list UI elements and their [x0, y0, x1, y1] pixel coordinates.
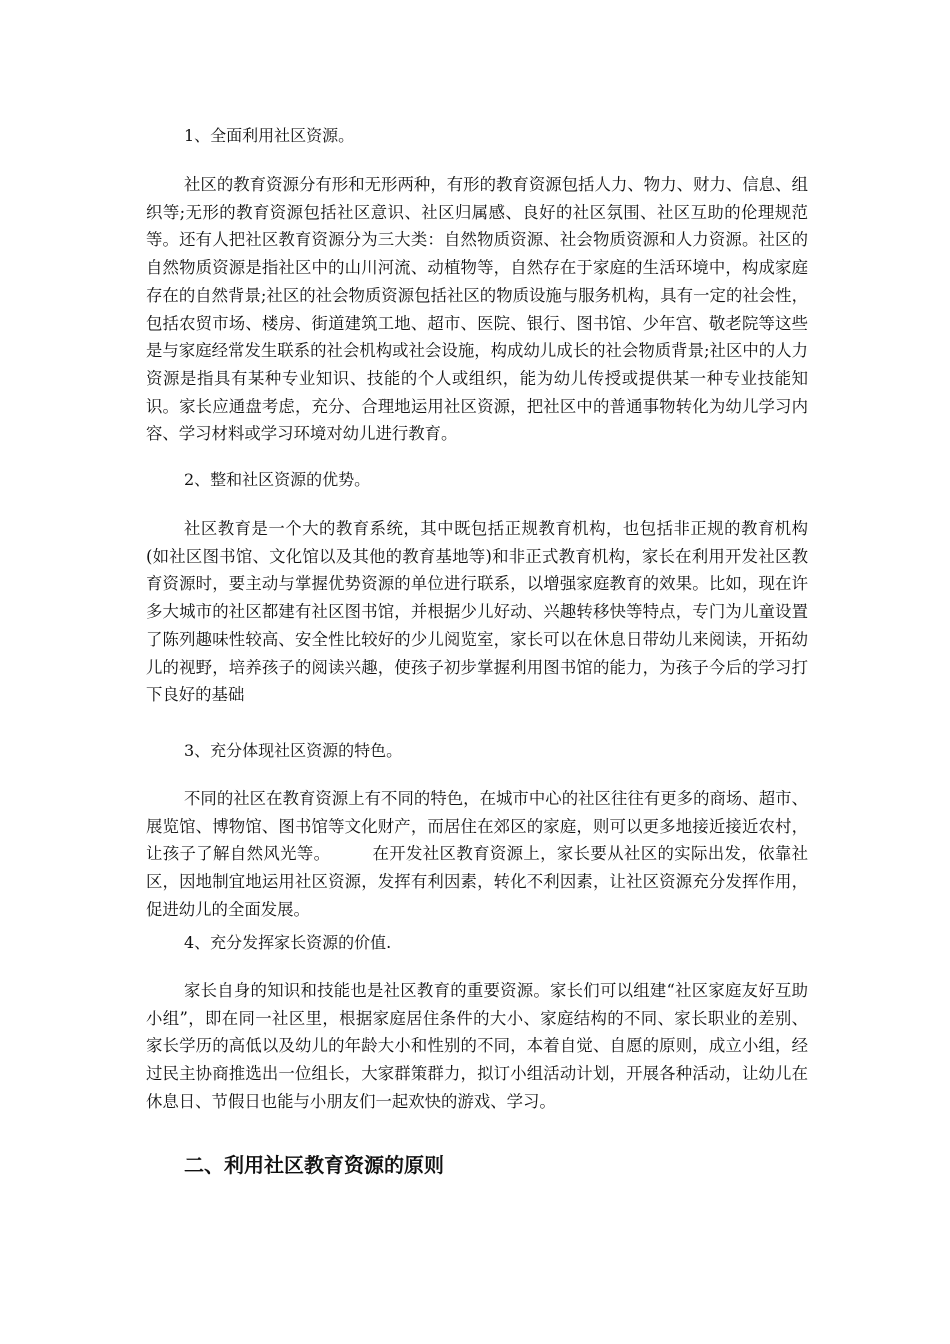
- section-2-paragraph: 社区教育是一个大的教育系统，其中既包括正规教育机构，也包括非正规的教育机构(如社区图书馆、文化馆以及其他的教育基地等)和非正式教育机构，家长在利用开发社区教育资源时，要主动与掌握优势资源的单位进行联系，以增强家庭教育的效果。比如，现在许多大城市的社区都建有社区图书馆，并根据少儿好动、兴趣转移快等特点，专门为儿童设置了陈列趣味性较高、安全性比较好的少儿阅览室，家长可以在休息日带幼儿来阅读，开拓幼儿的视野，培养孩子的阅读兴趣，使孩子初步掌握利用图书馆的能力，为孩子今后的学习打下良好的基础: [146, 519, 808, 705]
- section-2-heading: 2、整和社区资源的优势。: [184, 470, 371, 489]
- section-4-heading: 4、充分发挥家长资源的价值.: [184, 933, 392, 952]
- chapter-heading: 二、利用社区教育资源的原则: [184, 1153, 444, 1177]
- section-1-paragraph: 社区的教育资源分有形和无形两种，有形的教育资源包括人力、物力、财力、信息、组织等;无形的教育资源包括社区意识、社区归属感、良好的社区氛围、社区互助的伦理规范等。还有人把社区教育资源分为三大类：自然物质资源、社会物质资源和人力资源。社区的自然物质资源是指社区中的山川河流、动植物等，自然存在于家庭的生活环境中，构成家庭存在的自然背景;社区的社会物质资源包括社区的物质设施与服务机构，具有一定的社会性，包括农贸市场、楼房、街道建筑工地、超市、医院、银行、图书馆、少年宫、敬老院等这些是与家庭经常发生联系的社会机构或社会设施，构成幼儿成长的社会物质背景;社区中的人力资源是指具有某种专业知识、技能的个人或组织，能为幼儿传授或提供某一种专业技能知识。家长应通盘考虑，充分、合理地运用社区资源，把社区中的普通事物转化为幼儿学习内容、学习材料或学习环境对幼儿进行教育。: [146, 175, 808, 444]
- section-3-paragraph: 不同的社区在教育资源上有不同的特色，在城市中心的社区往往有更多的商场、超市、展览馆、博物馆、图书馆等文化财产，而居住在郊区的家庭，则可以更多地接近接近农村，让孩子了解自然风光等。 在开发社区教育资源上，家长要从社区的实际出发，依靠社区，因地制宜地运用社区资源，发挥有利因素，转化不利因素，让社区资源充分发挥作用，促进幼儿的全面发展。: [146, 789, 808, 919]
- section-3-heading: 3、充分体现社区资源的特色。: [184, 741, 403, 760]
- section-4-paragraph: 家长自身的知识和技能也是社区教育的重要资源。家长们可以组建“社区家庭友好互助小组”，即在同一社区里，根据家庭居住条件的大小、家庭结构的不同、家长职业的差别、家长学历的高低以及幼儿的年龄大小和性别的不同，本着自觉、自愿的原则，成立小组，经过民主协商推选出一位组长，大家群策群力，拟订小组活动计划，开展各种活动，让幼儿在休息日、节假日也能与小朋友们一起欢快的游戏、学习。: [146, 981, 808, 1111]
- section-1-heading: 1、全面利用社区资源。: [184, 126, 355, 145]
